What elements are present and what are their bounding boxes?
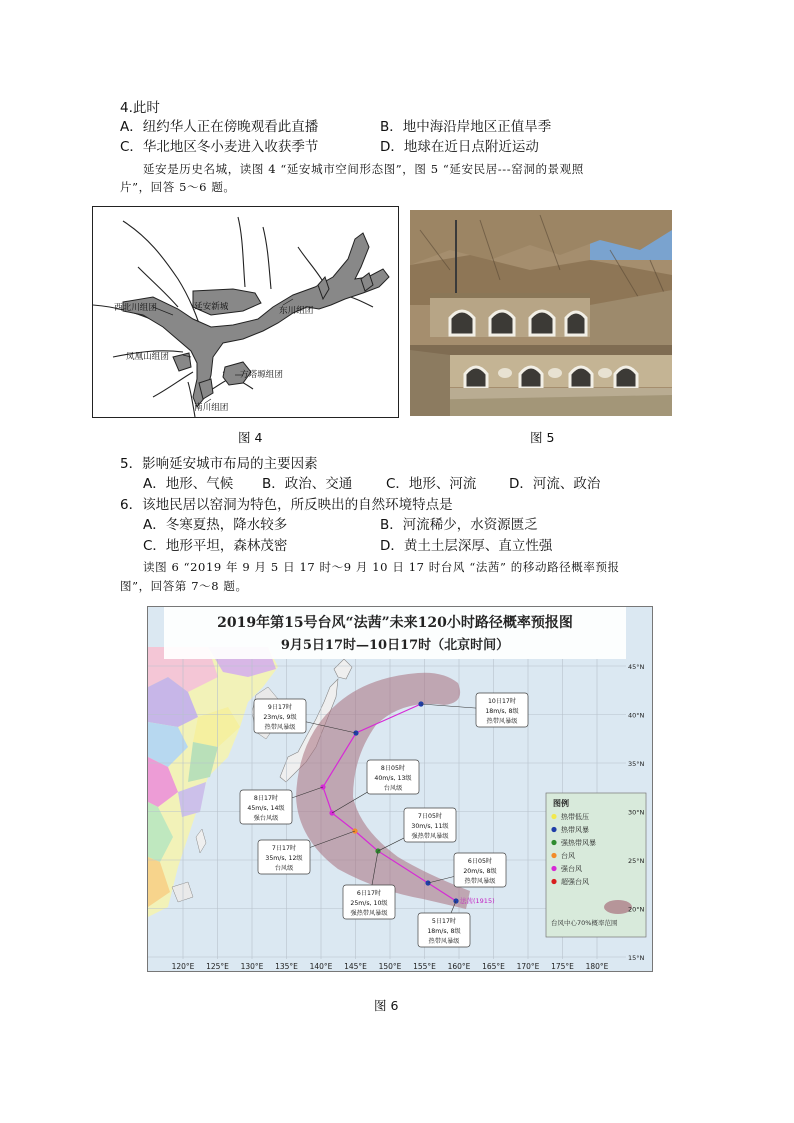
forecast-box-text: 强台风级 xyxy=(253,815,279,822)
q6-option-c: C．地形平坦，森林茂密 xyxy=(143,538,288,554)
legend-title: 图例 xyxy=(553,799,569,808)
q5-stem: 5．影响延安城市布局的主要因素 xyxy=(120,456,318,472)
forecast-box-text: 25m/s, 10级 xyxy=(350,900,388,907)
q5-option-c: C．地形、河流 xyxy=(386,476,477,492)
lat-tick-label: 20°N xyxy=(628,905,645,914)
forecast-box-text: 台风级 xyxy=(383,785,403,792)
lat-tick-label: 30°N xyxy=(628,808,645,817)
forecast-box-text: 10日17时 xyxy=(487,698,517,705)
label-xibeichuan: 西北川组团 xyxy=(114,303,157,313)
lon-tick-label: 170°E xyxy=(516,962,540,971)
forecast-box-text: 强热带风暴级 xyxy=(350,910,388,917)
legend-prob-label: 台风中心70%概率范围 xyxy=(551,919,618,927)
lat-tick-label: 15°N xyxy=(628,954,645,962)
legend-item-label: 台风 xyxy=(561,852,575,860)
lon-tick-label: 165°E xyxy=(482,962,505,971)
forecast-box-text: 18m/s, 8级 xyxy=(485,708,519,715)
forecast-box-text: 20m/s, 8级 xyxy=(463,868,497,875)
legend-marker xyxy=(551,840,556,845)
forecast-box-text: 6日17时 xyxy=(356,890,382,897)
fig6-caption: 图 6 xyxy=(374,998,399,1013)
label-yanan-xincheng: 延安新城 xyxy=(194,302,229,312)
lon-tick-label: 160°E xyxy=(447,962,471,971)
label-nanchuan: 南川组团 xyxy=(194,403,229,413)
lon-tick-label: 130°E xyxy=(240,962,264,971)
intro-5-6-line2: 片”，回答 5～6 题。 xyxy=(120,180,236,194)
typhoon-track-map xyxy=(147,606,653,972)
fig6-title: 2019年第15号台风“法茜”未来120小时路径概率预报图 xyxy=(217,615,573,631)
lat-tick-label: 25°N xyxy=(628,857,645,865)
q6-option-b: B．河流稀少，水资源匮乏 xyxy=(380,517,538,533)
lon-tick-label: 145°E xyxy=(344,962,367,971)
label-fenghuangshan: 凤凰山组团 xyxy=(126,352,169,362)
urban-area xyxy=(123,233,389,407)
fig5-caption: 图 5 xyxy=(530,430,555,445)
forecast-box-text: 23m/s, 9级 xyxy=(263,714,297,721)
q6-option-d: D．黄土土层深厚、直立性强 xyxy=(380,538,553,554)
forecast-box-text: 8日05时 xyxy=(380,765,406,772)
legend-item-label: 强台风 xyxy=(561,865,582,873)
intro-5-6-line1: 延安是历史名城，读图 4 “延安城市空间形态图”，图 5 “延安民居---窑洞的景观照 xyxy=(143,162,584,176)
forecast-box-text: 40m/s, 13级 xyxy=(374,775,412,782)
forecast-box-text: 5日17时 xyxy=(431,918,457,925)
legend-item-label: 强热带风暴 xyxy=(561,839,596,847)
legend-marker xyxy=(551,866,556,871)
legend-item-label: 热带风暴 xyxy=(561,826,589,834)
lon-tick-label: 135°E xyxy=(275,962,298,971)
forecast-box-text: 9日17时 xyxy=(267,704,293,711)
q5-option-a: A．地形、气候 xyxy=(143,476,234,492)
lon-tick-label: 140°E xyxy=(309,962,333,971)
lon-tick-label: 155°E xyxy=(413,962,436,971)
forecast-box-text: 35m/s, 12级 xyxy=(265,855,303,862)
lat-tick-label: 45°N xyxy=(628,663,645,671)
q4-option-a: A．纽约华人正在傍晚观看此直播 xyxy=(120,119,319,135)
intro-7-8-line2: 图”，回答第 7～8 题。 xyxy=(120,579,248,593)
forecast-box-text: 6日05时 xyxy=(467,858,493,865)
q4-stem: 4.此时 xyxy=(120,100,160,116)
forecast-box-text: 7日17时 xyxy=(271,845,297,852)
forecast-box-text: 热带风暴级 xyxy=(428,938,460,945)
label-fangtagou: 方塔塬组团 xyxy=(240,370,283,380)
yaodong-photo xyxy=(410,210,672,416)
fig4-caption: 图 4 xyxy=(238,430,263,445)
q4-option-c: C．华北地区冬小麦进入收获季节 xyxy=(120,139,319,155)
forecast-box-text: 30m/s, 11级 xyxy=(411,823,449,830)
forecast-box-text: 18m/s, 8级 xyxy=(427,928,461,935)
lon-tick-label: 150°E xyxy=(378,962,402,971)
storm-name-label: 法茜(1915) xyxy=(460,897,495,905)
forecast-box-text: 台风级 xyxy=(274,865,294,872)
lon-tick-label: 180°E xyxy=(585,962,609,971)
lat-tick-label: 35°N xyxy=(628,760,645,768)
q6-option-a: A．冬寒夏热，降水较多 xyxy=(143,517,288,533)
yanan-city-map xyxy=(92,206,399,418)
intro-7-8-line1: 读图 6 “2019 年 9 月 5 日 17 时～9 月 10 日 17 时台风 “法茜” 的移动路径概率预报 xyxy=(143,560,620,574)
q5-option-d: D．河流、政治 xyxy=(509,476,601,492)
forecast-box-text: 8日17时 xyxy=(253,795,279,802)
q4-option-b: B．地中海沿岸地区正值旱季 xyxy=(380,119,552,135)
q4-option-d: D．地球在近日点附近运动 xyxy=(380,139,539,155)
lon-tick-label: 175°E xyxy=(551,962,574,971)
fig6-subtitle: 9月5日17时—10日17时（北京时间） xyxy=(280,638,510,653)
forecast-box-text: 热带风暴级 xyxy=(486,718,518,725)
legend-marker xyxy=(551,827,556,832)
forecast-box-text: 强热带风暴级 xyxy=(411,833,449,840)
forecast-box-text: 7日05时 xyxy=(417,813,443,820)
label-dongchuan: 东川组团 xyxy=(279,306,314,316)
forecast-box-text: 热带风暴级 xyxy=(264,724,296,731)
lon-tick-label: 125°E xyxy=(206,962,229,971)
legend-marker xyxy=(551,853,556,858)
q5-option-b: B．政治、交通 xyxy=(262,476,353,492)
forecast-box-text: 热带风暴级 xyxy=(464,878,496,885)
q6-stem: 6．该地民居以窑洞为特色，所反映出的自然环境特点是 xyxy=(120,497,453,513)
legend-item-label: 热带低压 xyxy=(561,813,589,821)
lon-tick-label: 120°E xyxy=(171,962,195,971)
legend-marker xyxy=(551,879,556,884)
legend-marker xyxy=(551,814,556,819)
lat-tick-label: 40°N xyxy=(628,711,645,720)
legend-item-label: 超强台风 xyxy=(561,878,589,886)
forecast-box-text: 45m/s, 14级 xyxy=(247,805,285,812)
river-lines xyxy=(93,217,373,417)
